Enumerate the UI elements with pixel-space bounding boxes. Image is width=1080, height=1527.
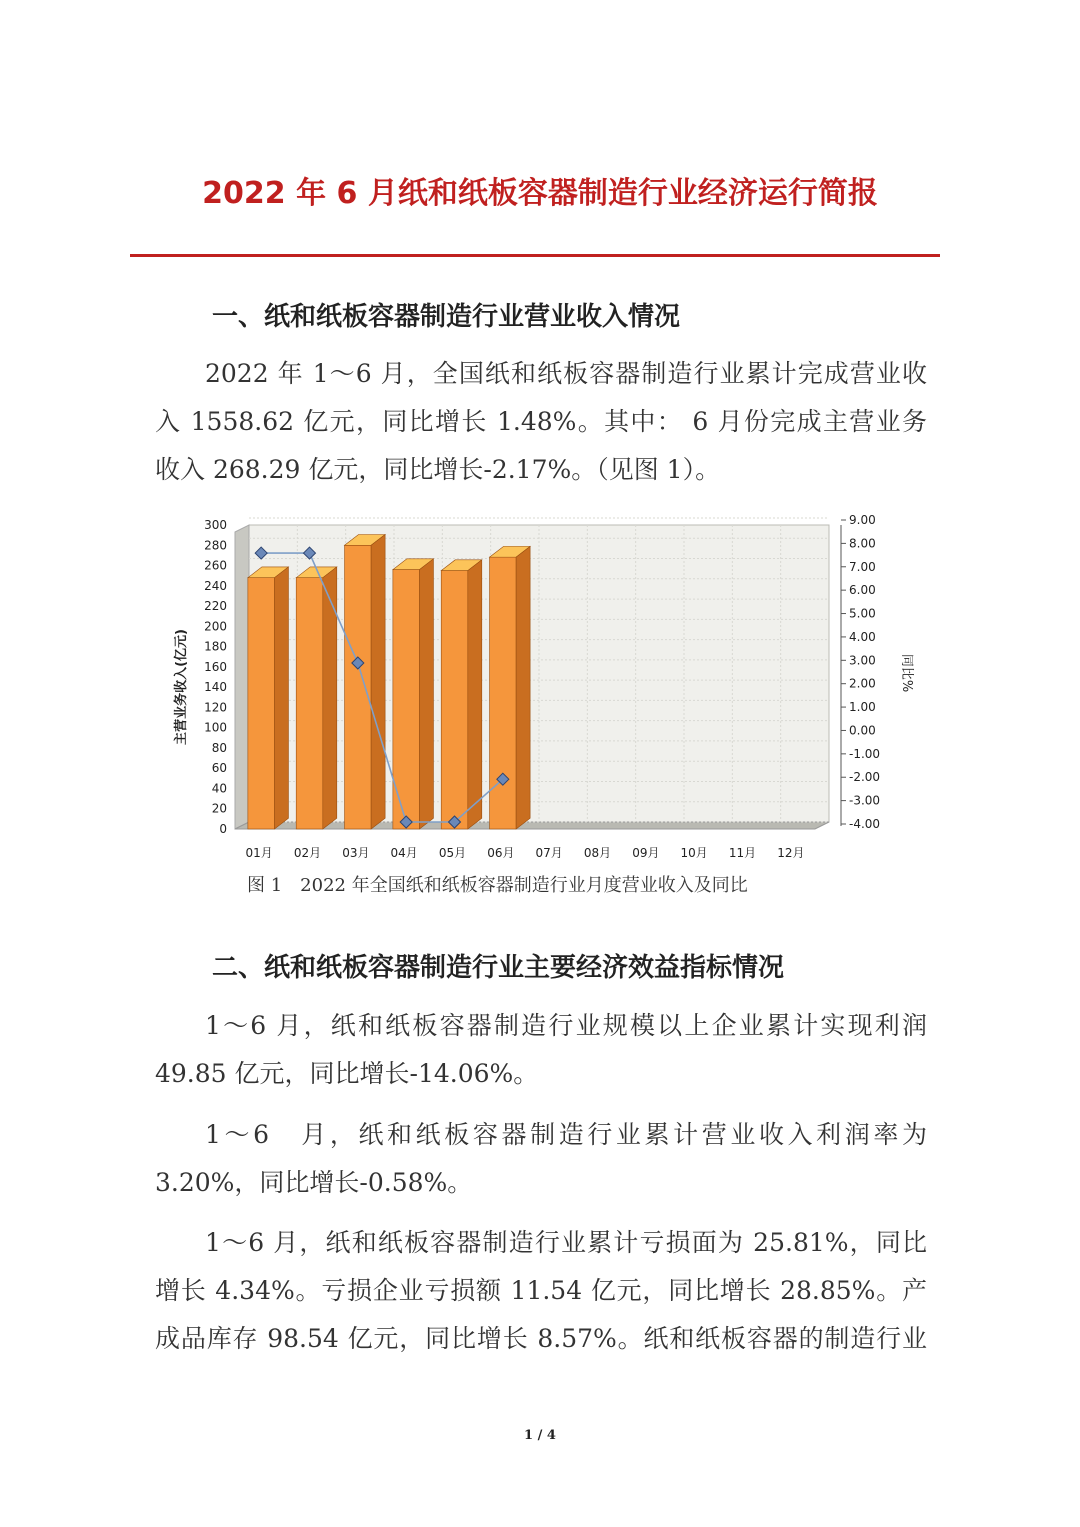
x-tick-label: 02月 [293,846,322,860]
text-line: 3.20%，同比增长-0.58%。 [155,1168,473,1197]
bar-side [371,534,385,829]
y2-tick-label: -1.00 [849,746,881,761]
bar-face [248,578,275,829]
y2-tick-label: 6.00 [849,583,876,598]
x-tick-label: 09月 [632,846,660,860]
chart-bar [248,567,289,829]
loss-paragraph [155,1219,927,1363]
text-line: 入 1558.62 亿元，同比增长 1.48%。其中： 6 月份完成主营业务 [155,407,927,436]
y2-tick-label: 8.00 [849,536,876,551]
profit-paragraph [155,1002,927,1098]
bar-side [274,567,288,829]
text-line: 成品库存 98.54 亿元，同比增长 8.57%。纸和纸板容器的制造行业 [155,1324,927,1353]
chart-bar [345,534,386,829]
text-line: 1～6 月，纸和纸板容器制造行业累计营业收入利润率为 [205,1120,927,1149]
y2-tick-label: -4.00 [849,817,881,831]
x-tick-label: 10月 [680,846,708,860]
y2-tick-label: 9.00 [849,513,876,527]
y2-tick-label: 0.00 [849,723,876,738]
y-tick-label: 240 [204,578,227,593]
y2-tick-label: 2.00 [849,676,876,691]
y2-tick-label: 1.00 [849,700,876,715]
bar-face [345,545,372,829]
y-tick-label: 200 [204,619,227,634]
text-line: 增长 4.34%。亏损企业亏损额 11.54 亿元，同比增长 28.85%。产 [155,1276,927,1305]
revenue-chart [165,513,914,875]
bar-face [296,578,323,829]
text-line: 49.85 亿元，同比增长-14.06%。 [155,1059,539,1088]
y-tick-label: 220 [204,599,227,614]
text-line: 1～6 月，纸和纸板容器制造行业规模以上企业累计实现利润 [205,1011,927,1040]
x-tick-label: 01月 [245,846,273,860]
chart-bar [441,560,482,829]
y-tick-label: 100 [204,720,227,735]
x-tick-label: 12月 [777,846,805,860]
bar-side [468,560,482,829]
bar-side [323,567,337,829]
page-number: 1 / 4 [524,1428,556,1443]
profit-margin-paragraph [155,1111,927,1207]
page-title: 2022 年 6 月纸和纸板容器制造行业经济运行简报 [202,176,878,211]
text-line: 2022 年 1～6 月，全国纸和纸板容器制造行业累计完成营业收 [205,359,927,388]
x-tick-label: 04月 [390,846,418,860]
y2-tick-label: 4.00 [849,629,876,644]
y-axis-label: 主营业务收入(亿元) [174,629,189,745]
x-tick-label: 07月 [535,846,563,860]
section-2-heading: 二、纸和纸板容器制造行业主要经济效益指标情况 [212,953,785,983]
y-tick-label: 40 [211,781,227,796]
y-tick-label: 140 [204,680,227,695]
y-tick-label: 180 [204,639,227,654]
bar-side [419,559,433,829]
x-tick-label: 06月 [487,846,515,860]
chart-side-wall [235,525,249,829]
x-tick-label: 11月 [728,846,757,860]
y-tick-label: 300 [204,518,227,532]
section-1-heading: 一、纸和纸板容器制造行业营业收入情况 [212,302,681,332]
y2-tick-label: -3.00 [849,793,881,808]
y2-tick-label: -2.00 [849,770,881,785]
y-tick-label: 280 [204,538,227,553]
figure-caption: 图 1 2022 年全国纸和纸板容器制造行业月度营业收入及同比 [247,875,748,896]
text-line: 收入 268.29 亿元，同比增长-2.17%。（见图 1）。 [155,455,721,484]
bar-face [441,571,468,829]
x-tick-label: 03月 [342,846,370,860]
bar-side [516,546,530,829]
y2-tick-label: 3.00 [849,653,876,668]
chart-bar [296,567,337,829]
y-tick-label: 60 [211,761,227,776]
y2-tick-label: 7.00 [849,559,876,574]
y-tick-label: 120 [204,700,227,715]
text-line: 1～6 月，纸和纸板容器制造行业累计亏损面为 25.81%，同比 [205,1228,927,1257]
y-tick-label: 260 [204,558,227,573]
section-1-paragraph [155,350,927,494]
y-tick-label: 80 [211,740,227,755]
y-tick-label: 0 [219,822,227,836]
chart-bar [393,559,434,829]
y2-tick-label: 5.00 [849,606,876,621]
x-tick-label: 05月 [438,846,467,860]
x-tick-label: 08月 [583,846,612,860]
title-divider [130,254,940,257]
y-tick-label: 160 [204,659,227,674]
y-tick-label: 20 [211,801,227,816]
y2-axis-label: 同比% [899,653,914,693]
